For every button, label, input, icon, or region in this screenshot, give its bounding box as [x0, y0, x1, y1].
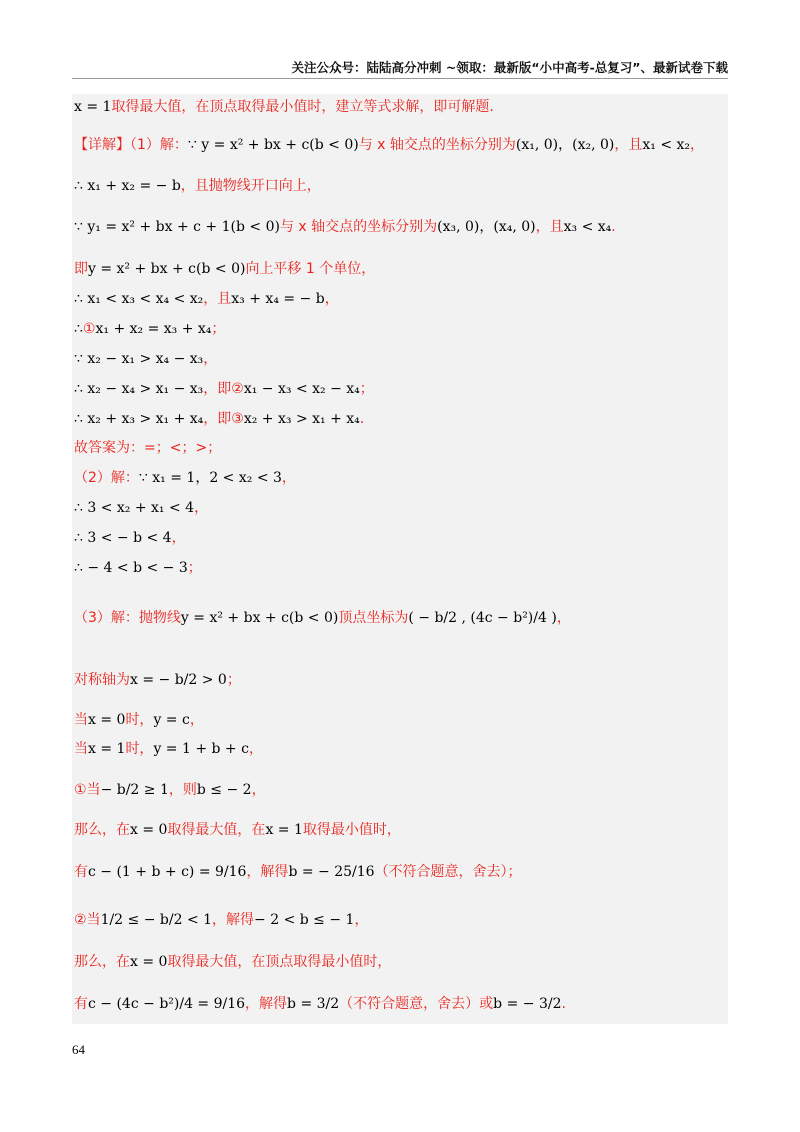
solution-content [72, 94, 728, 1024]
solution-line-12 [74, 468, 296, 488]
solution-text: ②当 [74, 912, 101, 928]
solution-line-16 [74, 608, 571, 628]
solution-line-7 [74, 319, 225, 339]
solution-text: ， [171, 530, 186, 546]
solution-text: ， [556, 610, 571, 626]
solution-text: 对称轴为 [74, 672, 130, 688]
solution-text: ，解得 [212, 912, 255, 928]
solution-text: 取得最大值，在顶点取得最小值时， [167, 954, 392, 970]
solution-text: ，且 [535, 219, 564, 235]
math-expression: x = 0 [130, 822, 168, 838]
solution-text: 与 x 轴交点的坐标分别为 [279, 219, 438, 235]
math-expression: x = − b/2 > 0 [130, 672, 227, 688]
math-expression: x₂ + x₃ > x₁ + x₄ [243, 411, 360, 427]
math-expression: 1/2 ≤ − b/2 < 1 [100, 912, 213, 928]
solution-line-5 [74, 259, 375, 279]
solution-line-3 [74, 176, 321, 196]
math-expression: ∴ [74, 321, 83, 337]
solution-line-10 [74, 409, 364, 429]
solution-line-20 [74, 780, 266, 800]
solution-text: 当 [74, 712, 88, 728]
solution-text: 取得最大值，在顶点取得最小值时，建立等式求解，即可解题. [111, 99, 494, 115]
math-expression: ∴ 3 < x₂ + x₁ < 4 [74, 500, 195, 516]
math-expression: y = x² + bx + c(b < 0) [180, 610, 339, 626]
math-expression: ∵ x₂ − x₁ > x₄ − x₃ [74, 351, 204, 367]
solution-line-1 [74, 97, 494, 117]
solution-line-6 [74, 289, 339, 309]
solution-text: ，解得 [246, 864, 289, 880]
solution-line-19 [74, 739, 263, 759]
math-expression: (x₁, 0)，(x₂, 0) [515, 137, 615, 153]
math-expression: x₁ < x₂ [642, 137, 691, 153]
solution-text: 当 [74, 741, 88, 757]
math-expression: b = − 25/16 [288, 864, 375, 880]
math-expression: x = 1 [265, 822, 303, 838]
math-expression: x = 0 [88, 712, 126, 728]
solution-line-21 [74, 820, 401, 840]
solution-line-23 [74, 910, 368, 930]
solution-text: ， [194, 500, 209, 516]
solution-line-8 [74, 349, 217, 369]
solution-text: （不符合题意，舍去）或 [339, 996, 494, 1012]
solution-text: 【详解】（1）解： [74, 137, 188, 153]
solution-line-9 [74, 379, 374, 399]
solution-text: ， [189, 712, 204, 728]
math-expression: ∵ y₁ = x² + bx + c + 1(b < 0) [74, 219, 280, 235]
math-expression: c − (4c − b²)/4 = 9/16 [88, 996, 246, 1012]
math-expression: ∵ y = x² + bx + c(b < 0) [187, 137, 359, 153]
solution-text: ，则 [168, 782, 197, 798]
math-expression: c − (1 + b + c) = 9/16 [88, 864, 247, 880]
math-expression: ∴ x₂ + x₃ > x₁ + x₄ [74, 411, 204, 427]
solution-text: 向上平移 1 个单位， [245, 261, 376, 277]
solution-text: 故答案为：=；<；>； [74, 440, 222, 456]
solution-text: 那么，在 [74, 822, 130, 838]
solution-line-24 [74, 952, 391, 972]
math-expression: ∴ x₁ < x₃ < x₄ < x₂ [74, 291, 204, 307]
solution-text: ； [359, 381, 374, 397]
solution-text: （3）解：抛物线 [74, 610, 181, 626]
solution-text: ， [248, 741, 263, 757]
math-expression: y = 1 + b + c [153, 741, 249, 757]
solution-text: ， [690, 137, 705, 153]
math-expression: x = 1 [88, 741, 126, 757]
solution-text: . [611, 219, 616, 235]
math-expression: − 2 < b ≤ − 1 [254, 912, 355, 928]
solution-line-15 [74, 558, 202, 578]
math-expression: x₃ < x₄ [563, 219, 612, 235]
math-expression: y = c [153, 712, 190, 728]
solution-text: ， [251, 782, 266, 798]
solution-line-14 [74, 528, 186, 548]
solution-line-2 [74, 135, 704, 155]
math-expression: x₁ − x₃ < x₂ − x₄ [243, 381, 360, 397]
solution-text: 即 [74, 261, 88, 277]
math-expression: b = − 3/2 [493, 996, 562, 1012]
solution-text: 顶点坐标为 [338, 610, 409, 626]
solution-text: 时， [125, 712, 154, 728]
solution-text: （2）解： [74, 470, 139, 486]
solution-text: ，即③ [203, 411, 244, 427]
solution-text: . [561, 996, 566, 1012]
solution-text: ； [211, 321, 226, 337]
solution-text: 取得最小值时， [302, 822, 401, 838]
solution-text: ，即② [203, 381, 244, 397]
solution-text: ，且 [614, 137, 643, 153]
solution-text: ① [82, 321, 96, 337]
math-expression: x = 1 [74, 99, 112, 115]
solution-text: ①当 [74, 782, 101, 798]
math-expression: ∵ x₁ = 1，2 < x₂ < 3 [138, 470, 282, 486]
math-expression: ∴ − 4 < b < − 3 [74, 560, 188, 576]
solution-line-22 [74, 862, 522, 882]
math-expression: x₃ + x₄ = − b [231, 291, 325, 307]
solution-text: 有 [74, 864, 88, 880]
math-expression: (x₃, 0)，(x₄, 0) [437, 219, 536, 235]
solution-text: （不符合题意，舍去）； [374, 864, 522, 880]
solution-text: ，且 [203, 291, 232, 307]
solution-text: ； [226, 672, 241, 688]
solution-text: ， [203, 351, 218, 367]
math-expression: − b/2 ≥ 1 [100, 782, 169, 798]
solution-line-17 [74, 670, 241, 690]
solution-text: 与 x 轴交点的坐标分别为 [358, 137, 516, 153]
solution-line-25 [74, 994, 566, 1014]
solution-line-18 [74, 710, 204, 730]
page-number: 64 [72, 1042, 85, 1057]
math-expression: ∴ x₂ − x₄ > x₁ − x₃ [74, 381, 204, 397]
solution-text: 有 [74, 996, 88, 1012]
header-rule [72, 78, 728, 79]
solution-text: ； [187, 560, 202, 576]
math-expression: ( − b/2 , (4c − b²)/4 ) [408, 610, 557, 626]
solution-text: ，解得 [245, 996, 288, 1012]
math-expression: ∴ x₁ + x₂ = − b [74, 178, 181, 194]
solution-text: 那么，在 [74, 954, 130, 970]
math-expression: x = 0 [130, 954, 168, 970]
solution-text: ， [354, 912, 369, 928]
solution-line-4 [74, 217, 616, 237]
solution-text: 取得最大值，在 [167, 822, 266, 838]
solution-text: . [359, 411, 365, 427]
math-expression: b ≤ − 2 [196, 782, 252, 798]
solution-text: ， [281, 470, 296, 486]
solution-line-11 [74, 438, 221, 458]
math-expression: x₁ + x₂ = x₃ + x₄ [95, 321, 212, 337]
math-expression: b = 3/2 [287, 996, 340, 1012]
solution-text: ，且抛物线开口向上， [180, 178, 321, 194]
math-expression: ∴ 3 < − b < 4 [74, 530, 172, 546]
math-expression: y = x² + bx + c(b < 0) [88, 261, 246, 277]
solution-line-13 [74, 498, 208, 518]
page-header: 关注公众号：陆陆高分冲刺 ~领取：最新版“小中高考-总复习”、最新试卷下载 [291, 60, 728, 75]
solution-text: 时， [125, 741, 154, 757]
solution-text: ， [324, 291, 339, 307]
